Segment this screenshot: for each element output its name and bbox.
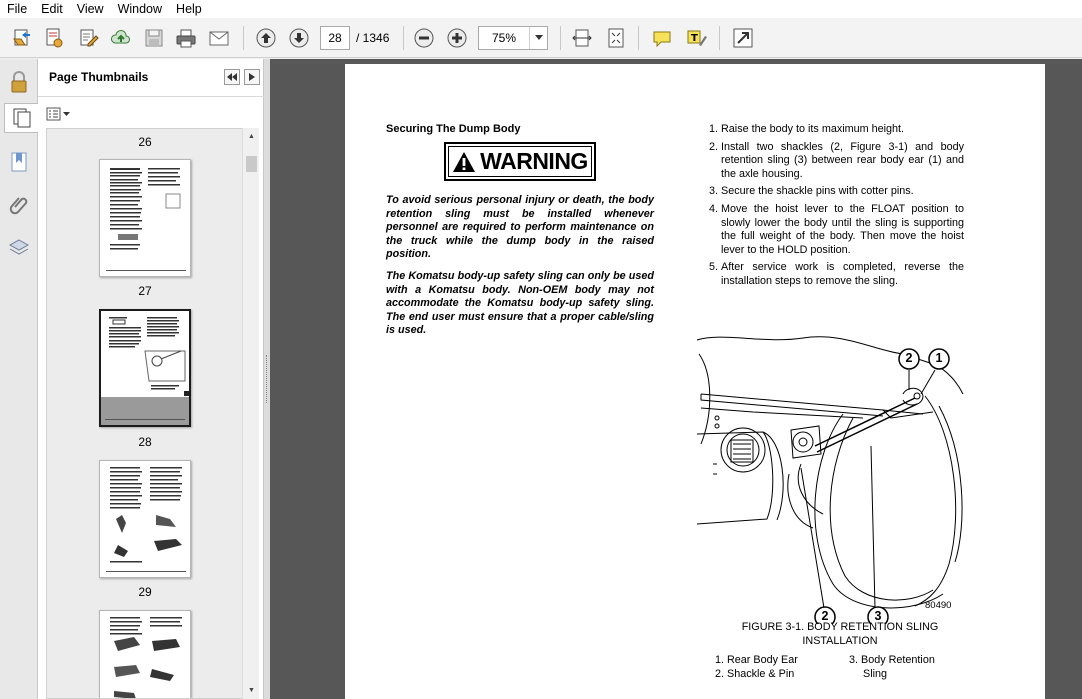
callout-2-bottom-label: 2 [821, 609, 829, 623]
zoom-value: 75% [491, 31, 517, 45]
menu-window[interactable]: Window [117, 2, 163, 16]
edit-pdf-icon[interactable] [75, 25, 101, 51]
caption-line: FIGURE 3-1. BODY RETENTION SLING [741, 621, 939, 633]
step-item: 4. Move the hoist lever to the FLOAT position to slowly lower the body until the sling is supporting the full weight of the body. Then move the hoist lever to the HOLD position. [709, 202, 964, 256]
thumbnails-list [46, 128, 248, 699]
figure-caption [705, 621, 975, 648]
warning-paragraph: The Komatsu body-up safety sling can only be used with a Komatsu body. Non-OEM body may not accommodate the Komatsu body-up safety sling. The end user must ensure that a proper cable/sling is used. [386, 270, 654, 337]
page-thumbnails-icon[interactable] [4, 103, 38, 133]
menu-edit[interactable]: Edit [41, 2, 63, 16]
menu-view[interactable]: View [76, 2, 104, 16]
thumbnails-panel [38, 59, 264, 699]
thumbnail-page-29[interactable] [99, 460, 191, 578]
scroll-up-icon[interactable]: ▲ [248, 133, 255, 140]
menu-help[interactable]: Help [176, 2, 202, 16]
step-item: 3. Secure the shackle pins with cotter pins. [709, 185, 914, 198]
callout-1-label: 1 [935, 351, 943, 365]
document-page [345, 64, 1045, 699]
thumbnail-page-30[interactable] [99, 610, 191, 699]
print-icon[interactable] [173, 25, 199, 51]
attachments-icon[interactable] [5, 189, 33, 219]
layers-icon[interactable] [5, 233, 33, 263]
expand-icon[interactable] [730, 25, 756, 51]
cloud-upload-icon[interactable] [108, 25, 134, 51]
svg-text:T: T [691, 33, 698, 44]
menu-bar [0, 0, 1082, 18]
comment-icon[interactable] [649, 25, 675, 51]
thumbnail-label: 27 [138, 284, 152, 298]
step-item: 5. After service work is completed, reverse the installation steps to remove the sling. [709, 261, 964, 287]
step-item: 2. Install two shackles (2, Figure 3-1) and body retention sling (3) between rear body ear (1) and the axle housing. [709, 140, 964, 180]
highlight-text-icon[interactable] [683, 25, 709, 51]
menu-file[interactable]: File [7, 2, 28, 16]
thumbnails-scrollbar[interactable] [242, 128, 259, 699]
toolbar-separator [638, 26, 639, 50]
caption-line: INSTALLATION [802, 634, 878, 647]
callout-2-top-label: 2 [905, 351, 913, 365]
navigation-rail [0, 59, 38, 699]
figure-legend [849, 654, 935, 681]
next-page-icon[interactable] [286, 25, 312, 51]
figure-code: 80490 [925, 600, 952, 611]
callout-3-label: 3 [874, 609, 882, 623]
zoom-select[interactable] [478, 26, 548, 50]
toolbar-separator [560, 26, 561, 50]
legend-item: 2. Shackle & Pin [715, 667, 795, 680]
thumbnail-page-27[interactable] [99, 159, 191, 277]
toolbar-separator [719, 26, 720, 50]
fit-width-icon[interactable] [569, 25, 595, 51]
step-item: 1. Raise the body to its maximum height. [709, 123, 905, 135]
toolbar-separator [403, 26, 404, 50]
document-viewport[interactable] [270, 59, 1082, 699]
toolbar-separator [243, 26, 244, 50]
legend-item: Sling [863, 667, 888, 680]
expand-panel-button[interactable] [244, 69, 260, 85]
fit-page-icon[interactable] [603, 25, 629, 51]
create-pdf-icon[interactable] [41, 25, 67, 51]
collapse-panel-button[interactable] [224, 69, 240, 85]
thumbnail-label: 26 [138, 135, 152, 149]
legend-item: 1. Rear Body Ear [715, 654, 798, 666]
page-number-input[interactable]: 28 [320, 26, 350, 50]
steps-list [709, 123, 964, 293]
panel-header [38, 59, 264, 97]
zoom-in-icon[interactable] [444, 25, 470, 51]
scrollbar-thumb[interactable] [246, 156, 257, 172]
thumbnail-options-button[interactable] [46, 105, 72, 123]
page-total-label: / 1346 [356, 31, 390, 45]
warning-box [444, 142, 596, 181]
open-icon[interactable] [9, 25, 35, 51]
bookmarks-icon[interactable] [5, 147, 33, 177]
previous-page-icon[interactable] [253, 25, 279, 51]
figure-legend [715, 654, 798, 681]
section-title: Securing The Dump Body [386, 123, 521, 135]
scroll-down-icon[interactable]: ▼ [248, 687, 255, 694]
warning-triangle-icon [452, 151, 476, 173]
lock-icon[interactable] [5, 67, 33, 97]
toolbar [0, 18, 1082, 58]
panel-title: Page Thumbnails [49, 70, 149, 84]
chevron-down-icon[interactable] [529, 27, 547, 49]
thumbnail-label: 28 [138, 435, 152, 449]
body-retention-sling-figure [693, 314, 973, 624]
save-icon[interactable] [141, 25, 167, 51]
warning-label: WARNING [480, 148, 588, 174]
email-icon[interactable] [206, 25, 232, 51]
thumbnail-page-28[interactable] [99, 309, 191, 427]
legend-item: 3. Body Retention [849, 654, 935, 666]
zoom-out-icon[interactable] [411, 25, 437, 51]
thumbnail-label: 29 [138, 585, 152, 599]
warning-paragraph: To avoid serious personal injury or death, the body retention sling must be installed whenever personnel are required to perform maintenance on the truck while the dump body in the raised position. [386, 194, 654, 261]
